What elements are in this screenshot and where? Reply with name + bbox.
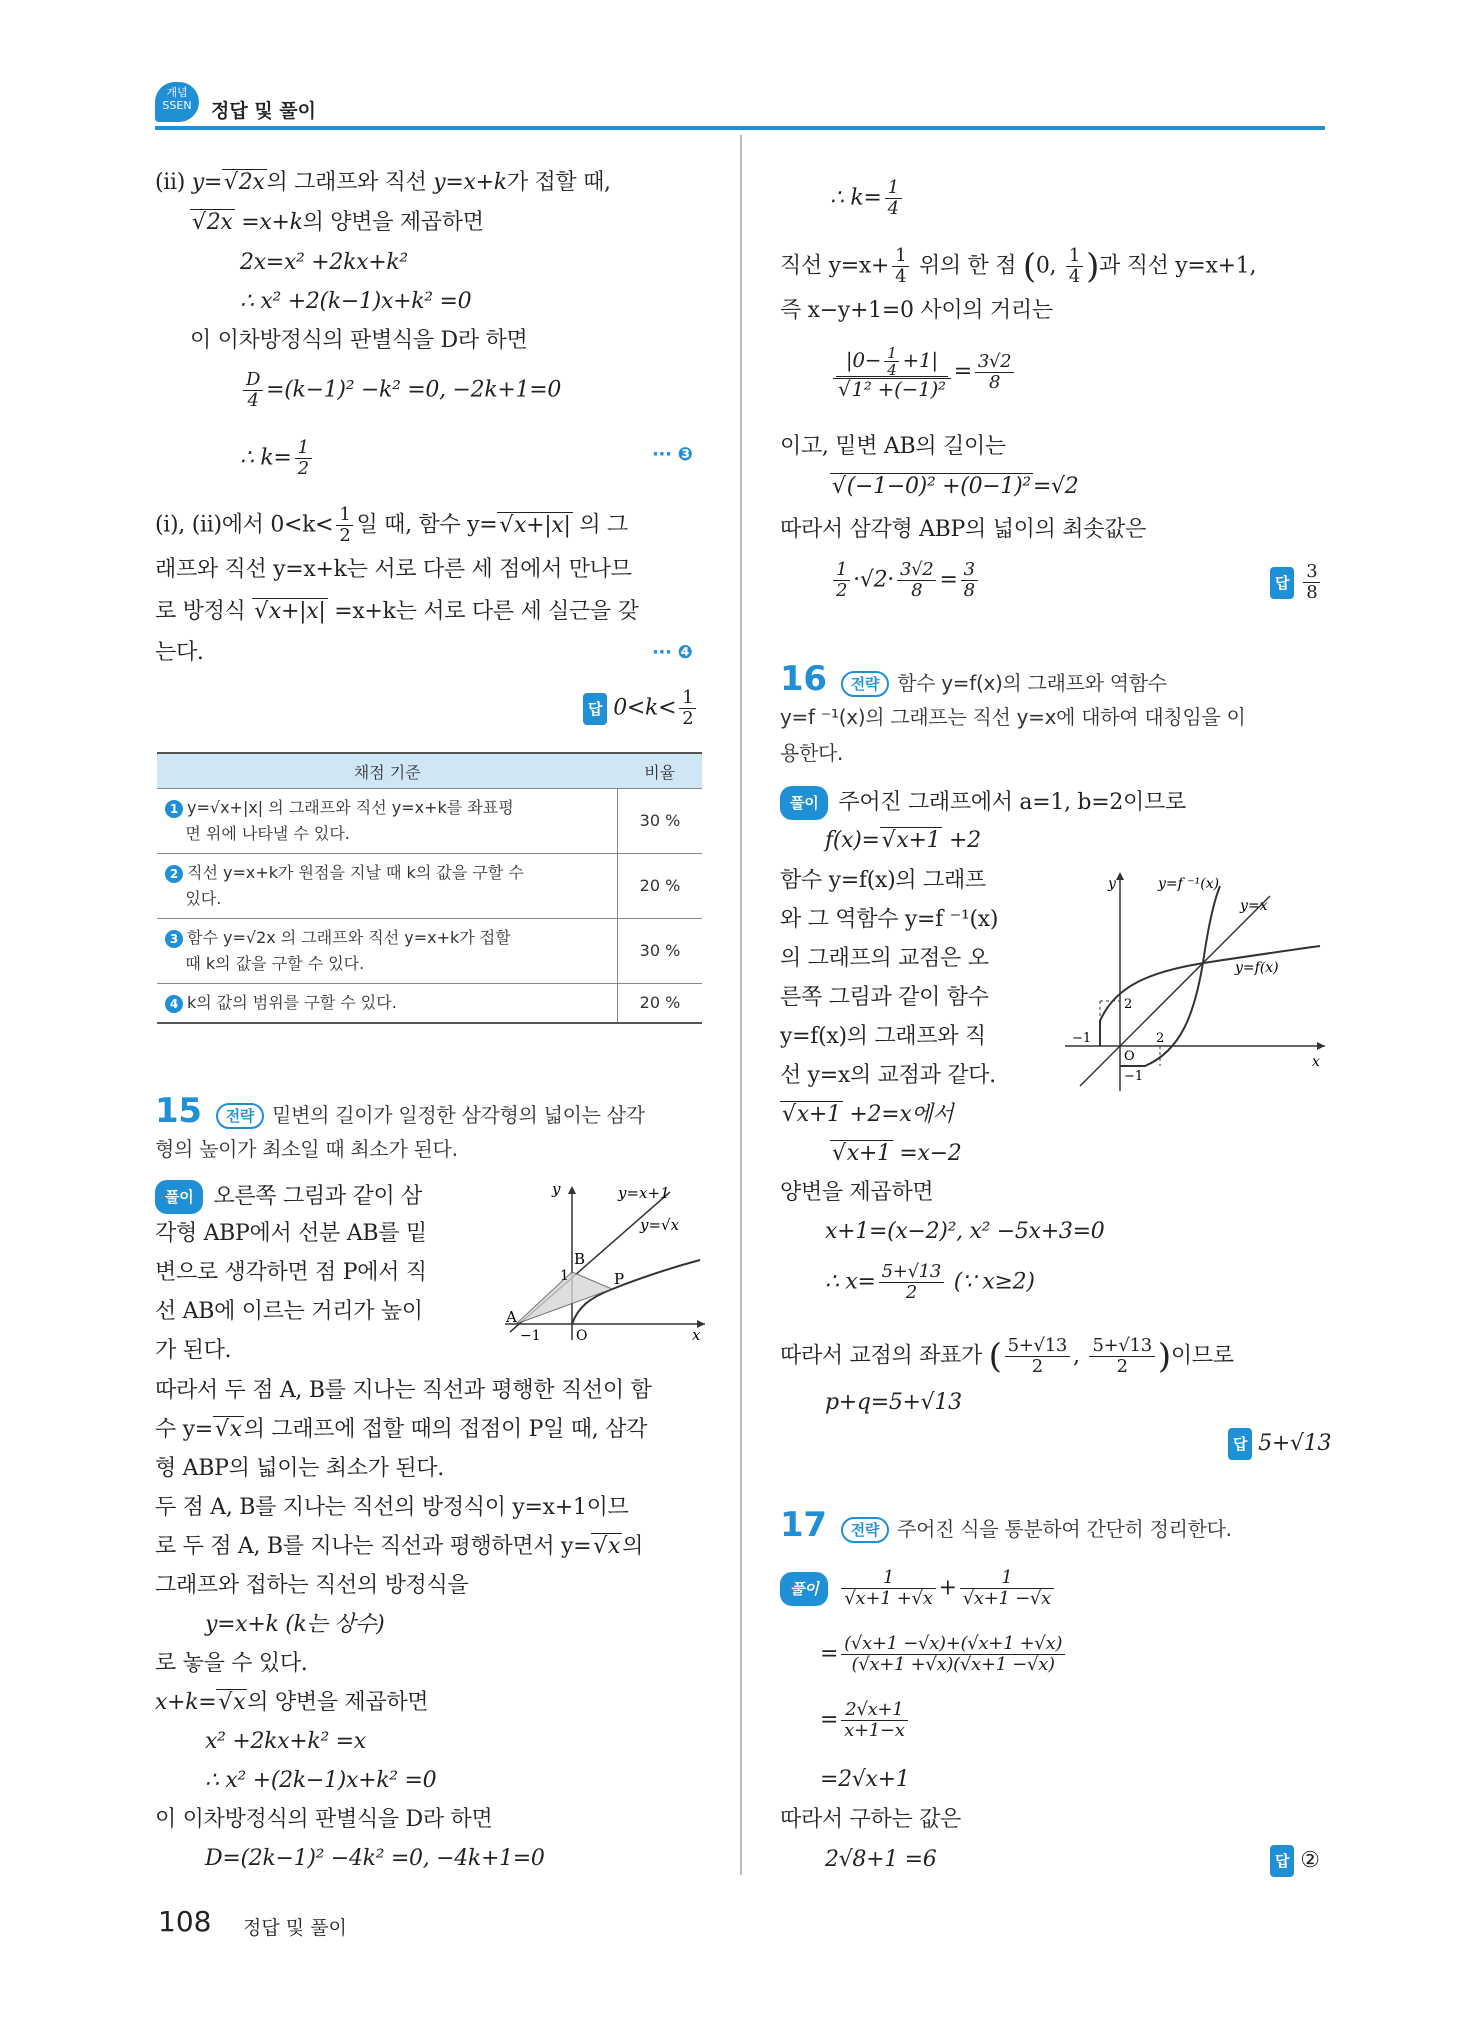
p17-expr-1: 풀이 $\frac{1}{√x+1 +√x}$ + $\frac{1}{√x+1 -√x}$ [780, 1568, 1057, 1609]
p15-sol-12: y=x+k (k는 상수) [205, 1612, 385, 1637]
ii-intro: (ii) y=√ 2x의 그래프와 직선 y=x+k가 접할 때, [155, 168, 611, 198]
graph-curve-label: y=√x [640, 1216, 680, 1234]
x-tick-neg1: −1 [520, 1328, 541, 1342]
strategy-badge: 전략 [841, 671, 889, 697]
conclusion-1: (i), (ii)에서 0<k< $\frac{1}{2}$ 일 때, 함수 y=√ x+|x| 의 그 [155, 505, 628, 546]
answer-15: 답 $\frac{3}{8}$ [1270, 562, 1323, 603]
solution-badge: 풀이 [780, 1572, 828, 1606]
p16-t5: y=f(x)의 그래프와 직 [780, 1024, 986, 1049]
p15-sol-18: D=(2k−1)² −4k² =0, −4k+1=0 [205, 1846, 545, 1871]
solution-badge: 풀이 [155, 1180, 203, 1214]
graph-y-label: y [1108, 876, 1116, 892]
rubric-row: 4 k의 값의 범위를 구할 수 있다. 20 % [157, 984, 702, 1024]
rubric-row: 2 직선 y=x+k가 원점을 지날 때 k의 값을 구할 수 있다. 20 % [157, 854, 702, 919]
p16-t1: 함수 y=f(x)의 그래프 [780, 868, 986, 893]
x-tick-2: 2 [1156, 1031, 1165, 1046]
rubric-row: 1 y=√x+|x| 의 그래프와 직선 y=x+k를 좌표평 면 위에 나타낼 수 있다. 30 % [157, 789, 702, 854]
p15-sol-7: 수 y=√ x의 그래프에 접할 때의 접점이 P일 때, 삼각 [155, 1415, 647, 1445]
p15-sol-9: 두 점 A, B를 지나는 직선의 방정식이 y=x+1이므 [155, 1495, 629, 1520]
disc-eq: $\frac{D}{4}$ =(k−1)² −k² =0, −2k+1=0 [240, 370, 561, 411]
footer-label: 정답 및 풀이 [243, 1917, 347, 1939]
p15-sol-10: 로 두 점 A, B를 지나는 직선과 평행하면서 y=√ x의 [155, 1532, 643, 1562]
line-y-eq-x [1080, 896, 1270, 1086]
p15-sol-17: 이 이차방정식의 판별식을 D라 하면 [155, 1807, 493, 1832]
header-rule [155, 126, 1325, 130]
marker-4: ··· ❹ [652, 642, 693, 663]
p15-sol-11: 그래프와 접하는 직선의 방정식을 [155, 1573, 469, 1598]
point-P-label: P [614, 1270, 625, 1288]
p16-t10: x+1=(x−2)², x² −5x+3=0 [825, 1219, 1105, 1244]
p16-t2: 와 그 역함수 y=f ⁻¹(x) [780, 907, 999, 932]
solution-badge: 풀이 [780, 786, 828, 820]
problem-15-strategy: 15 전략 밑변의 길이가 일정한 삼각형의 넓이는 삼각 [155, 1091, 645, 1131]
strategy-badge: 전략 [841, 1517, 889, 1543]
r-line-2: 즉 x−y+1=0 사이의 거리는 [780, 298, 1053, 323]
answer-badge: 답 [1270, 567, 1294, 599]
logo [155, 82, 199, 122]
header-title: 정답 및 풀이 [211, 100, 316, 122]
p17-val-intro: 따라서 구하는 값은 [780, 1807, 962, 1832]
p15-sol-1: 풀이 오른쪽 그림과 같이 삼 [155, 1180, 422, 1214]
p15-sol-6: 따라서 두 점 A, B를 지나는 직선과 평행한 직선이 함 [155, 1378, 652, 1403]
rubric-row: 3 함수 y=√2x 의 그래프와 직선 y=x+k가 접할 때 k의 값을 구할 수 있다. 30 % [157, 919, 702, 984]
rubric-head-ratio: 비율 [618, 753, 703, 789]
y-tick-neg1: −1 [1124, 1069, 1144, 1084]
y-tick-1: 1 [560, 1268, 569, 1284]
p15-sol-8: 형 ABP의 넓이는 최소가 된다. [155, 1456, 444, 1481]
problem-number: 17 [780, 1505, 827, 1545]
curve-f-inverse [1120, 886, 1220, 1066]
distance-formula: |0− $\frac{1}{4}$ +1| √ 1² +(−1)² = $\frac{3√2}{8}$ [830, 345, 1017, 399]
p15-sol-13: 로 놓을 수 있다. [155, 1651, 308, 1676]
logo-top-text: 개념 [166, 86, 188, 99]
rubric-header-row [157, 753, 702, 789]
problem-number: 15 [155, 1091, 202, 1131]
answer-badge: 답 [1270, 1845, 1294, 1877]
p16-t11: ∴ x= $\frac{5+√13}{2}$ (∵ x≥2) [825, 1261, 1035, 1303]
rubric-head-criteria: 채점 기준 [157, 753, 618, 789]
answer-17: 답 ② [1270, 1845, 1320, 1877]
ab-length: √ (−1−0)² +(0−1)²=√2 [830, 472, 1078, 502]
f-label: y=f(x) [1235, 960, 1279, 976]
point-B-label: B [574, 1250, 586, 1268]
inverse-label: y=f ⁻¹(x) [1158, 876, 1220, 892]
p15-sol-15: x² +2kx+k² =x [205, 1729, 366, 1754]
p16-t7: √ x+1 +2=x에서 [780, 1100, 953, 1130]
strategy-badge: 전략 [216, 1103, 264, 1129]
graph-x-label: x [692, 1326, 701, 1342]
p16-t13: p+q=5+√13 [825, 1390, 962, 1415]
scoring-rubric-table [157, 752, 702, 1024]
conclusion-2: 래프와 직선 y=x+k는 서로 다른 세 점에서 만나므 [155, 557, 632, 582]
conclusion-4: 는다. [155, 640, 204, 665]
p17-expr-4: =2√x+1 [820, 1767, 910, 1792]
p16-sol-intro: 풀이 주어진 그래프에서 a=1, b=2이므로 [780, 786, 1186, 820]
answer-16: 답 5+√13 [1228, 1428, 1331, 1460]
graph-y-label: y [552, 1182, 561, 1198]
p16-t3: 의 그래프의 교점은 오 [780, 946, 989, 971]
graph-x-label: x [1312, 1054, 1320, 1070]
problem-16-strategy-2: y=f ⁻¹(x)의 그래프는 직선 y=x에 대하여 대칭임을 이 [780, 705, 1246, 729]
p17-val: 2√8+1 =6 [825, 1847, 937, 1872]
answer-badge: 답 [1228, 1428, 1252, 1460]
p16-graph [1060, 866, 1330, 1096]
logo-bottom-text: SSEN [162, 99, 192, 112]
origin-label: O [576, 1328, 588, 1342]
y-tick-2: 2 [1124, 997, 1133, 1012]
p15-sol-5: 가 된다. [155, 1338, 232, 1363]
p16-f-def: f(x)=√ x+1 +2 [825, 826, 981, 856]
eq-1: 2x=x² +2kx+k² [240, 250, 408, 275]
page-number: 108 [158, 1905, 212, 1938]
problem-17-strategy: 17 전략 주어진 식을 통분하여 간단히 정리한다. [780, 1505, 1232, 1545]
problem-15-strategy-2: 형의 높이가 최소일 때 최소가 된다. [155, 1137, 458, 1161]
square-both-sides: √ 2x =x+k의 양변을 제곱하면 [190, 208, 484, 238]
problem-16-strategy: 16 전략 함수 y=f(x)의 그래프와 역함수 [780, 659, 1167, 699]
page-header [155, 78, 1325, 138]
point-A-label: A [506, 1308, 517, 1326]
p15-sol-14: x+k=√ x의 양변을 제곱하면 [155, 1688, 428, 1718]
p15-graph [500, 1182, 710, 1342]
marker-3: ··· ❸ [652, 444, 693, 465]
p16-t8: √ x+1 =x−2 [830, 1139, 961, 1169]
area-value: $\frac{1}{2}$ ·√2· $\frac{3√2}{8}$ = $\frac{3}{8}$ [830, 560, 981, 601]
p15-sol-4: 선 AB에 이르는 거리가 높이 [155, 1299, 423, 1324]
p15-sol-2: 각형 ABP에서 선분 AB를 밑 [155, 1221, 427, 1246]
origin-label: O [1124, 1049, 1135, 1064]
identity-label: y=x [1240, 898, 1268, 914]
ab-intro: 이고, 밑변 AB의 길이는 [780, 434, 1006, 459]
graph-line-label: y=x+1 [618, 1184, 670, 1202]
problem-16-strategy-3: 용한다. [780, 741, 844, 765]
p17-expr-2: = $\frac{(√x+1 -√x)+(√x+1 +√x)}{(√x+1 +√x)(√x+1 -√x)}$ [820, 1634, 1068, 1675]
column-divider [740, 135, 742, 1875]
p16-t12: 따라서 교점의 좌표가 ( $\frac{5+√13}{2}$ , $\frac{5+√13}{2}$ )이므로 [780, 1335, 1234, 1377]
p16-t4: 른쪽 그림과 같이 함수 [780, 985, 989, 1010]
problem-number: 16 [780, 659, 827, 699]
curve-f [1100, 946, 1320, 1046]
disc-intro: 이 이차방정식의 판별식을 D라 하면 [190, 328, 528, 353]
x-tick-neg1: −1 [1072, 1031, 1092, 1046]
p16-t9: 양변을 제곱하면 [780, 1180, 934, 1205]
p15-sol-3: 변으로 생각하면 점 P에서 직 [155, 1260, 427, 1285]
y-axis-arrow [1116, 872, 1124, 880]
conclusion-3: 로 방정식 √ x+|x| =x+k는 서로 다른 세 실근을 갖 [155, 597, 639, 627]
x-axis-arrow [1317, 1042, 1325, 1050]
p17-expr-3: = $\frac{2√x+1}{x+1-x}$ [820, 1700, 911, 1741]
eq-2: ∴ x² +2(k−1)x+k² =0 [240, 289, 472, 314]
p16-t6: 선 y=x의 교점과 같다. [780, 1063, 996, 1088]
answer-badge: 답 [583, 693, 607, 725]
area-intro: 따라서 삼각형 ABP의 넓이의 최솟값은 [780, 517, 1147, 542]
k-half: ∴ k= $\frac{1}{2}$ [240, 438, 315, 479]
p15-sol-16: ∴ x² +(2k−1)x+k² =0 [205, 1768, 437, 1793]
r-line-1: 직선 y=x+ $\frac{1}{4}$ 위의 한 점 (0, $\frac{1}{4}$ )과 직선 y=x+1, [780, 245, 1257, 287]
answer-14: 답 0<k< $\frac{1}{2}$ [583, 688, 699, 729]
k-quarter: ∴ k= $\frac{1}{4}$ [830, 178, 905, 219]
y-axis-arrow [568, 1186, 576, 1194]
